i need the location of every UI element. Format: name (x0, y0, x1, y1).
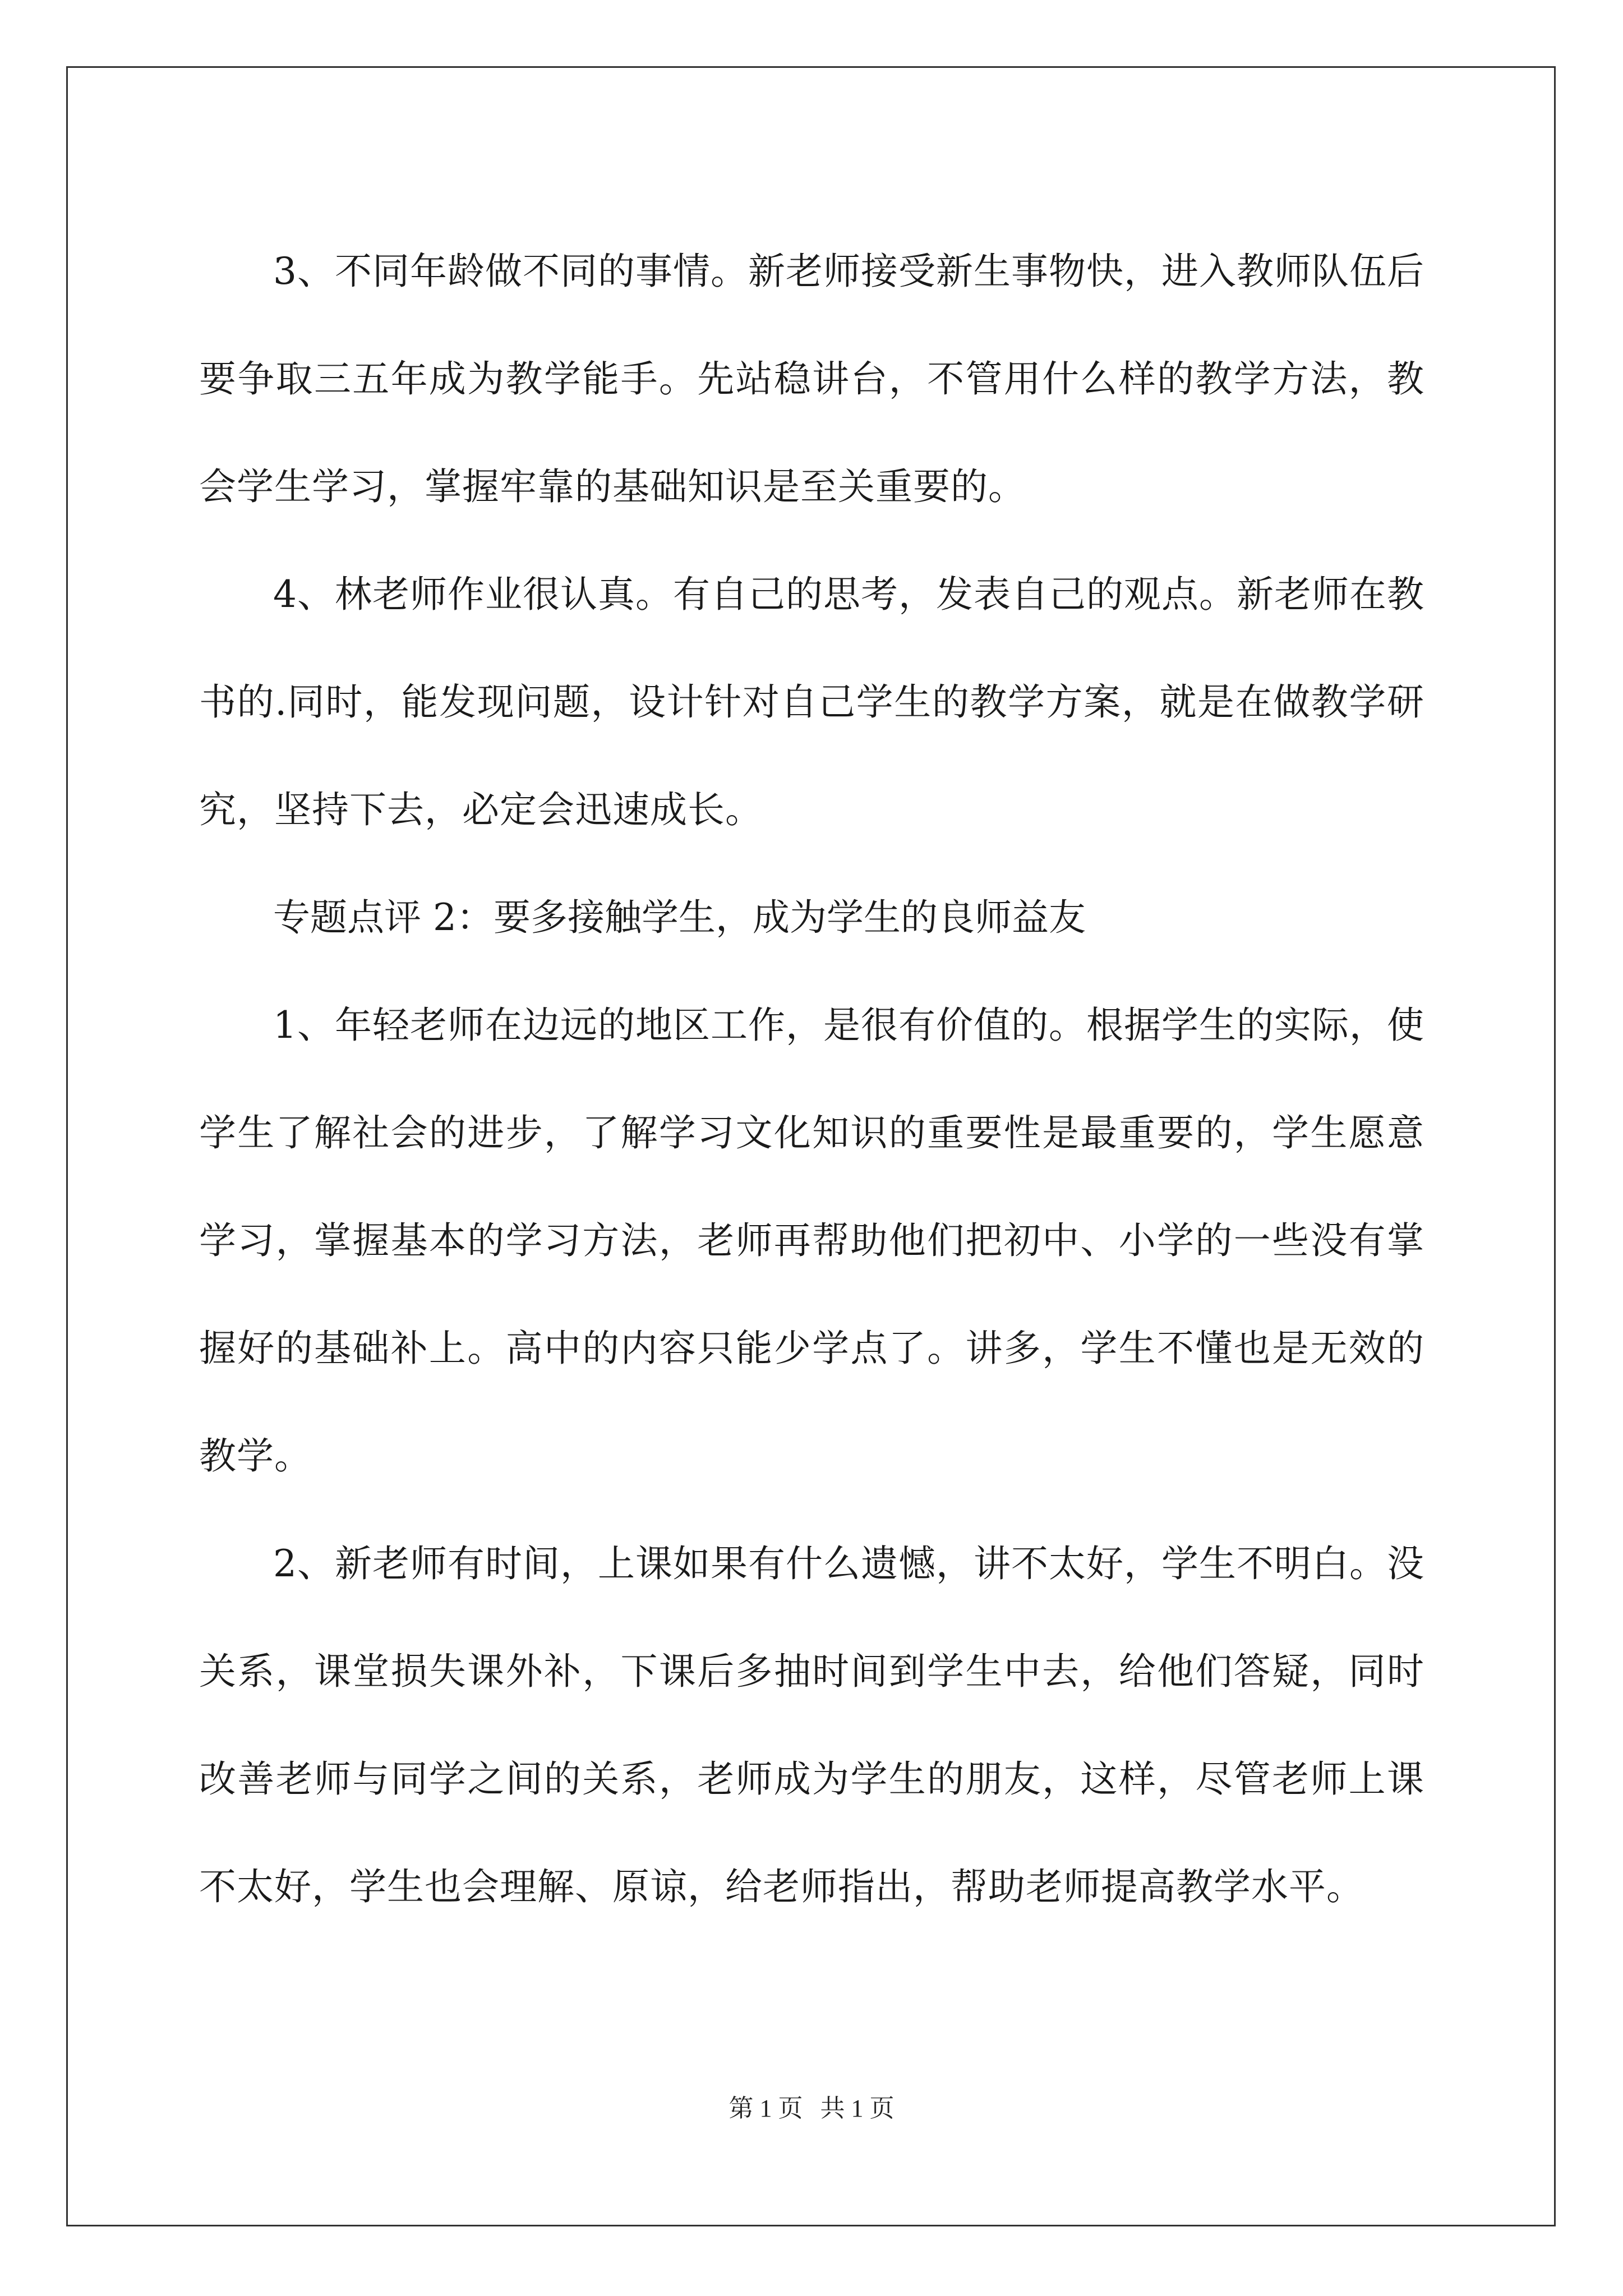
paragraph-2: 2、新老师有时间，上课如果有什么遗憾，讲不太好，学生不明白。没关系，课堂损失课外补，下课后多抽时间到学生中去，给他们答疑，同时改善老师与同学之间的关系，老师成为学生的朋友，这样，尽管老师上课不太好，学生也会理解、原谅，给老师指出，帮助老师提高教学水平。 (199, 1542, 1424, 1908)
paragraph-4: 4、林老师作业很认真。有自己的思考，发表自己的观点。新老师在教书的.同时，能发现问题，设计针对自己学生的教学方案，就是在做教学研究，坚持下去，必定会迅速成长。 (199, 573, 1424, 831)
page-footer (0, 2088, 1623, 2124)
paragraph-3: 3、不同年龄做不同的事情。新老师接受新生事物快，进入教师队伍后要争取三五年成为教学能手。先站稳讲台，不管用什么样的教学方法，教会学生学习，掌握牢靠的基础知识是至关重要的。 (199, 250, 1424, 508)
page-total: 共 1 页 (820, 2095, 895, 2122)
page-number: 第 1 页 (728, 2095, 803, 2122)
section-heading: 专题点评 2：要多接触学生，成为学生的良师益友 (273, 896, 1086, 939)
paragraph-1: 1、年轻老师在边远的地区工作，是很有价值的。根据学生的实际，使学生了解社会的进步，了解学习文化知识的重要性是最重要的，学生愿意学习，掌握基本的学习方法，老师再帮助他们把初中、小学的一些没有掌握好的基础补上。高中的内容只能少学点了。讲多，学生不懂也是无效的教学。 (199, 1004, 1424, 1478)
document-body (199, 218, 1424, 1941)
